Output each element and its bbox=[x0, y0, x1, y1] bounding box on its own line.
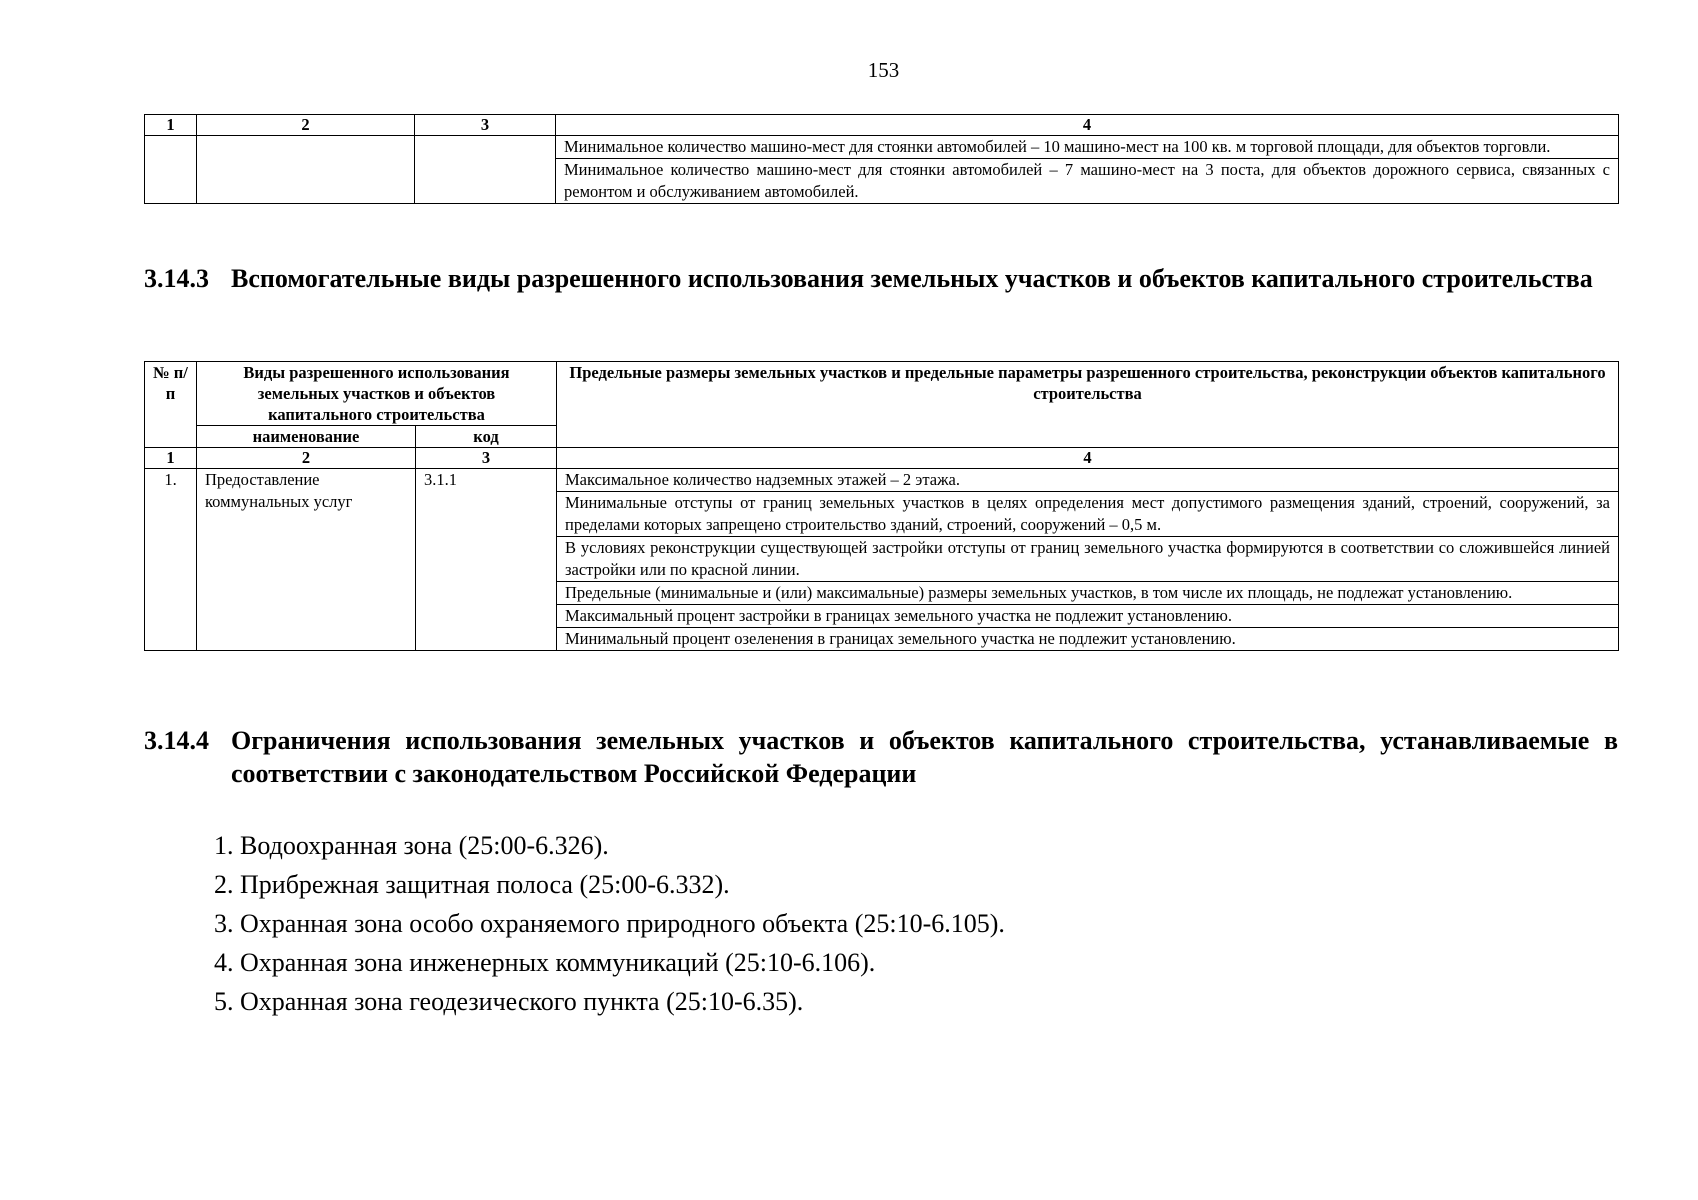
list-item: 5. Охранная зона геодезического пункта (25:10-6.35). bbox=[214, 987, 804, 1016]
col-number-1: 1 bbox=[145, 115, 197, 136]
section-number: 3.14.3 bbox=[144, 264, 209, 293]
header-params: Предельные размеры земельных участков и предельные параметры разрешенного строительства, реконструкции объектов капитального строительства bbox=[557, 362, 1619, 448]
col-number-1: 1 bbox=[145, 448, 197, 469]
param-cell: Предельные (минимальные и (или) максимальные) размеры земельных участков, в том числе их площадь, не подлежат установлению. bbox=[557, 582, 1619, 605]
list-item: 4. Охранная зона инженерных коммуникаций (25:10-6.106). bbox=[214, 948, 876, 977]
list-item: 1. Водоохранная зона (25:00-6.326). bbox=[214, 831, 609, 860]
header-types: Виды разрешенного использования земельных участков и объектов капитального строительства bbox=[197, 362, 557, 426]
list-item: 2. Прибрежная защитная полоса (25:00-6.332). bbox=[214, 870, 730, 899]
param-cell: Минимальное количество машино-мест для стоянки автомобилей – 10 машино-мест на 100 кв. м торговой площади, для объектов торговли. bbox=[556, 136, 1619, 159]
param-cell: В условиях реконструкции существующей застройки отступы от границ земельного участка формируются в соответствии со сложившейся линией застройки или по красной линии. bbox=[557, 537, 1619, 582]
param-cell: Минимальные отступы от границ земельных участков в целях определения мест допустимого размещения зданий, строений, сооружений, за пределами которых запрещено строительство зданий, строений, сооружений – 0,5 м. bbox=[557, 492, 1619, 537]
param-cell: Минимальный процент озеленения в границах земельного участка не подлежит установлению. bbox=[557, 628, 1619, 651]
continuation-table bbox=[144, 114, 1619, 204]
table-row bbox=[145, 136, 1619, 159]
col-number-2: 2 bbox=[197, 115, 415, 136]
header-name: наименование bbox=[197, 426, 416, 448]
row-number: 1. bbox=[145, 469, 197, 651]
empty-cell bbox=[145, 136, 197, 204]
empty-cell bbox=[415, 136, 556, 204]
table-row bbox=[145, 469, 1619, 492]
col-number-3: 3 bbox=[415, 115, 556, 136]
restrictions-list bbox=[214, 826, 1005, 1021]
aux-uses-table bbox=[144, 361, 1619, 651]
col-number-2: 2 bbox=[197, 448, 416, 469]
list-item: 3. Охранная зона особо охраняемого природного объекта (25:10-6.105). bbox=[214, 909, 1005, 938]
column-number-row bbox=[145, 115, 1619, 136]
section-title: Ограничения использования земельных участков и объектов капитального строительства, устанавливаемые в соответствии с законодательством Российской Федерации bbox=[231, 726, 1618, 788]
section-heading-3-14-4 bbox=[144, 724, 1618, 790]
header-row bbox=[145, 362, 1619, 426]
param-cell: Минимальное количество машино-мест для стоянки автомобилей – 7 машино-мест на 3 поста, для объектов дорожного сервиса, связанных с ремонтом и обслуживанием автомобилей. bbox=[556, 159, 1619, 204]
param-cell: Максимальный процент застройки в границах земельного участка не подлежит установлению. bbox=[557, 605, 1619, 628]
col-number-3: 3 bbox=[416, 448, 557, 469]
use-name: Предоставление коммунальных услуг bbox=[197, 469, 416, 651]
col-number-4: 4 bbox=[556, 115, 1619, 136]
section-heading-3-14-3 bbox=[144, 262, 1618, 295]
header-num: № п/п bbox=[145, 362, 197, 448]
use-code: 3.1.1 bbox=[416, 469, 557, 651]
empty-cell bbox=[197, 136, 415, 204]
header-code: код bbox=[416, 426, 557, 448]
column-number-row bbox=[145, 448, 1619, 469]
section-title: Вспомогательные виды разрешенного использования земельных участков и объектов капитального строительства bbox=[231, 264, 1593, 293]
page-number: 153 bbox=[867, 58, 900, 82]
param-cell: Максимальное количество надземных этажей – 2 этажа. bbox=[557, 469, 1619, 492]
col-number-4: 4 bbox=[557, 448, 1619, 469]
section-number: 3.14.4 bbox=[144, 726, 209, 755]
